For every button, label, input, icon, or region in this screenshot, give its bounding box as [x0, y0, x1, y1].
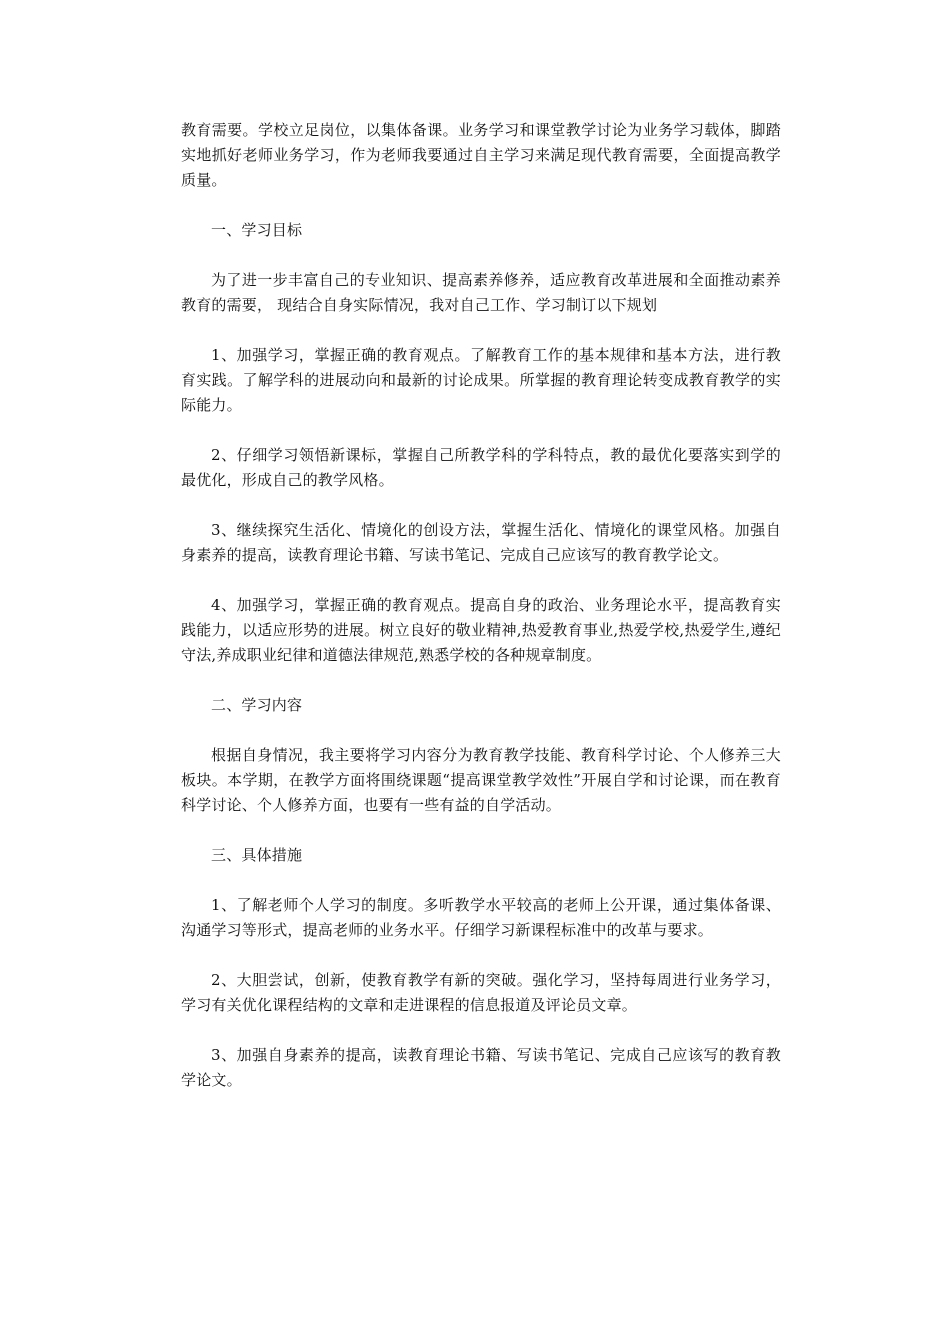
- content-paragraph: 根据自身情况，我主要将学习内容分为教育教学技能、教育科学讨论、个人修养三大板块。本学期，在教学方面将围绕课题“提高课堂教学效性”开展自学和讨论课，而在教育科学讨论、个人修养方面，也要有一些有益的自学活动。: [181, 746, 781, 814]
- goals-item-3: 3、继续探究生活化、情境化的创设方法，掌握生活化、情境化的课堂风格。加强自身素养的提高，读教育理论书籍、写读书笔记、完成自己应该写的教育教学论文。: [181, 521, 781, 564]
- measures-item-3: 3、加强自身素养的提高，读教育理论书籍、写读书笔记、完成自己应该写的教育教学论文。: [181, 1046, 781, 1089]
- intro-paragraph: 教育需要。学校立足岗位，以集体备课。业务学习和课堂教学讨论为业务学习载体，脚踏实地抓好老师业务学习，作为老师我要通过自主学习来满足现代教育需要，全面提高教学质量。: [181, 121, 781, 189]
- section-heading-goals: 一、学习目标: [211, 221, 303, 239]
- goals-item-4: 4、加强学习，掌握正确的教育观点。提高自身的政治、业务理论水平，提高教育实践能力，以适应形势的进展。树立良好的敬业精神,热爱教育事业,热爱学校,热爱学生,遵纪守法,养成职业纪律和道德法律规范,熟悉学校的各种规章制度。: [181, 596, 781, 664]
- measures-item-2: 2、大胆尝试，创新，使教育教学有新的突破。强化学习，坚持每周进行业务学习，学习有关优化课程结构的文章和走进课程的信息报道及评论员文章。: [181, 971, 781, 1014]
- document-body: [181, 118, 781, 1118]
- goals-paragraph: 为了进一步丰富自己的专业知识、提高素养修养，适应教育改革进展和全面推动素养教育的需要， 现结合自身实际情况，我对自己工作、学习制订以下规划: [181, 271, 781, 314]
- goals-item-1: 1、加强学习，掌握正确的教育观点。了解教育工作的基本规律和基本方法，进行教育实践。了解学科的进展动向和最新的讨论成果。所掌握的教育理论转变成教育教学的实际能力。: [181, 346, 781, 414]
- section-heading-measures: 三、具体措施: [211, 846, 303, 864]
- measures-item-1: 1、了解老师个人学习的制度。多听教学水平较高的老师上公开课，通过集体备课、沟通学习等形式，提高老师的业务水平。仔细学习新课程标准中的改革与要求。: [181, 896, 781, 939]
- goals-item-2: 2、仔细学习领悟新课标，掌握自己所教学科的学科特点，教的最优化要落实到学的最优化，形成自己的教学风格。: [181, 446, 781, 489]
- section-heading-content: 二、学习内容: [211, 696, 303, 714]
